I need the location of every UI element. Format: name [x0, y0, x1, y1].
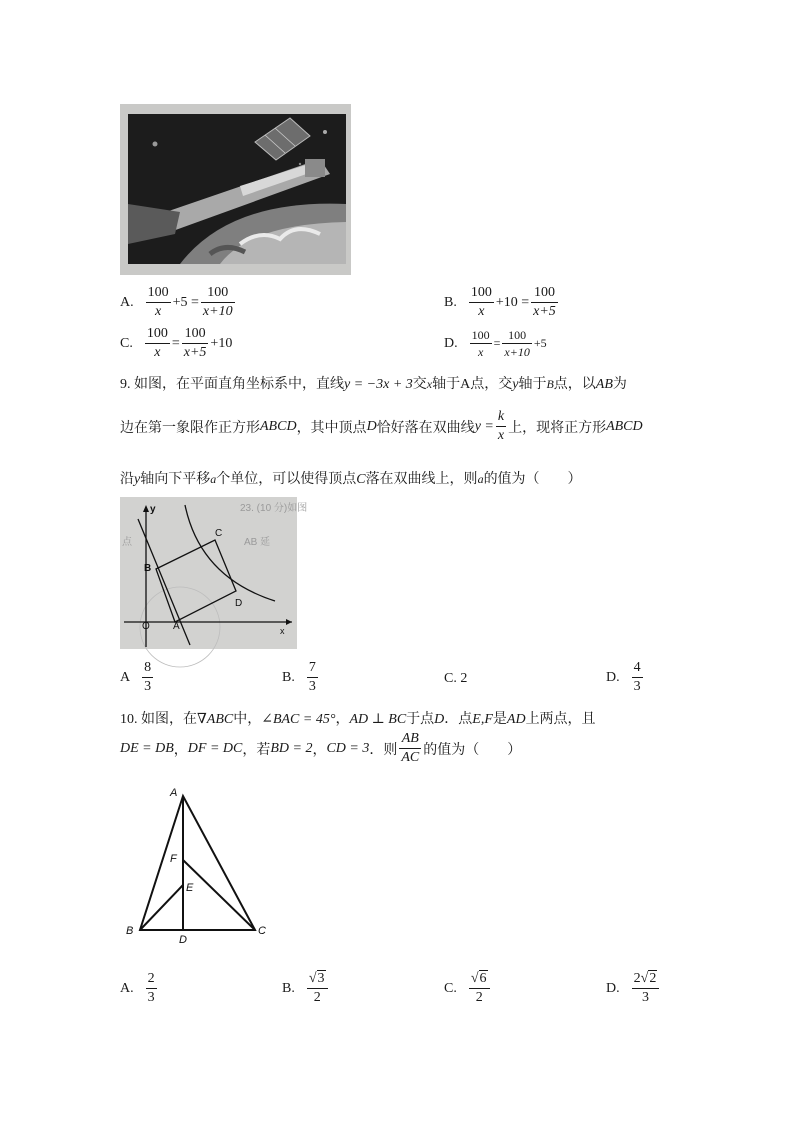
fraction: $\frac{100}{x}$: [146, 326, 168, 360]
q10-line-1: 10. 如图，在∇ABC中，∠BAC = 45°，AD ⊥ BC于点D．点E,F是AD上两点，且: [120, 712, 596, 727]
sqrt-symbol: √: [640, 971, 649, 986]
q8-option-d[interactable]: D. $\frac{100}{x}$ = $\frac{100}{x+10}$ +5: [444, 328, 547, 359]
fraction: $\frac{2√2}{3}$: [632, 972, 660, 1005]
fraction-k-over-x: $\frac{k}{x}$: [497, 409, 505, 443]
svg-text:点: 点: [122, 537, 132, 548]
svg-text:C: C: [258, 925, 266, 937]
q10-figure: [120, 782, 280, 944]
fraction: $\frac{√6}{2}$: [469, 972, 490, 1005]
svg-text:A: A: [170, 787, 178, 799]
fraction: $\frac{100}{x}$: [470, 285, 492, 319]
q8-option-a[interactable]: A. $\frac{100}{x}$ +5 = $\frac{100}{x+10}$: [120, 285, 233, 319]
fraction-ab-over-ac: $\frac{AB}{AC}$: [401, 731, 420, 765]
sqrt-symbol: √: [308, 971, 317, 986]
svg-text:B: B: [126, 925, 134, 937]
svg-text:23. (10 分)如图: 23. (10 分)如图: [240, 503, 308, 514]
space-station-photo: [120, 104, 351, 275]
fraction: $\frac{2}{3}$: [147, 971, 155, 1005]
fraction: $\frac{100}{x+10}$: [504, 328, 530, 359]
fraction: $\frac{100}{x+5}$: [183, 326, 207, 360]
q10-option-d[interactable]: D. $\frac{2√2}{3}$: [606, 972, 659, 1005]
q9-option-a[interactable]: A $\frac{8}{3}$: [120, 660, 152, 694]
svg-text:A: A: [173, 621, 180, 632]
svg-text:B: B: [144, 563, 152, 574]
svg-text:x: x: [280, 626, 285, 636]
space-station-illustration: [120, 104, 351, 275]
fraction: $\frac{100}{x+10}$: [202, 285, 233, 319]
option-letter: C.: [120, 335, 133, 351]
q9-line-1: 9. 如图，在平面直角坐标系中，直线y = −3x + 3交x轴于A点，交y轴于B点，以AB为: [120, 377, 627, 392]
svg-text:AB 延: AB 延: [244, 537, 271, 548]
svg-text:D: D: [235, 598, 243, 609]
q8-option-b[interactable]: B. $\frac{100}{x}$ +10 = $\frac{100}{x+5}$: [444, 285, 556, 319]
svg-text:y: y: [150, 504, 156, 515]
svg-text:O: O: [142, 621, 150, 632]
q10-line-2: DE = DB ， DF = DC ，若 BD = 2 ， CD = 3 ．则 $\frac{AB}{AC}$ 的值为（ ）: [120, 731, 522, 765]
fraction: $\frac{100}{x}$: [147, 285, 169, 319]
coordinate-square-diagram: [120, 497, 308, 649]
q10-option-c[interactable]: C. $\frac{√6}{2}$: [444, 972, 490, 1005]
triangle-diagram: [120, 782, 280, 944]
option-letter: D.: [444, 335, 458, 351]
q9-option-c[interactable]: C. 2: [444, 671, 468, 686]
option-letter: A.: [120, 294, 134, 310]
q9-line-3: 沿y轴向下平移a个单位，可以使得顶点C落在双曲线上，则a的值为（ ）: [120, 472, 582, 487]
svg-text:F: F: [170, 853, 177, 865]
svg-text:E: E: [186, 882, 194, 894]
q10-option-b[interactable]: B. $\frac{√3}{2}$: [282, 972, 328, 1005]
q9-option-d[interactable]: D. $\frac{4}{3}$: [606, 660, 641, 694]
fraction: $\frac{100}{x+5}$: [533, 285, 556, 319]
sqrt-symbol: √: [470, 971, 479, 986]
q9-figure: [120, 497, 308, 649]
fraction: $\frac{√3}{2}$: [307, 972, 328, 1005]
fraction: $\frac{100}{x}$: [471, 328, 490, 359]
q10-option-a[interactable]: A. $\frac{2}{3}$: [120, 971, 155, 1005]
svg-text:C: C: [215, 528, 223, 539]
q8-option-c[interactable]: C. $\frac{100}{x}$ = $\frac{100}{x+5}$ +10: [120, 326, 233, 360]
fraction: $\frac{4}{3}$: [633, 660, 641, 694]
q9-line-2: 边在第一象限作正方形 ABCD ，其中顶点 D 恰好落在双曲线 y = $\frac{k}{x}$ 上，现将正方形 ABCD: [120, 409, 643, 443]
svg-text:D: D: [179, 934, 187, 946]
option-letter: B.: [444, 294, 457, 310]
fraction: $\frac{8}{3}$: [144, 660, 152, 694]
q9-option-b[interactable]: B. $\frac{7}{3}$: [282, 660, 316, 694]
fraction: $\frac{7}{3}$: [308, 660, 316, 694]
